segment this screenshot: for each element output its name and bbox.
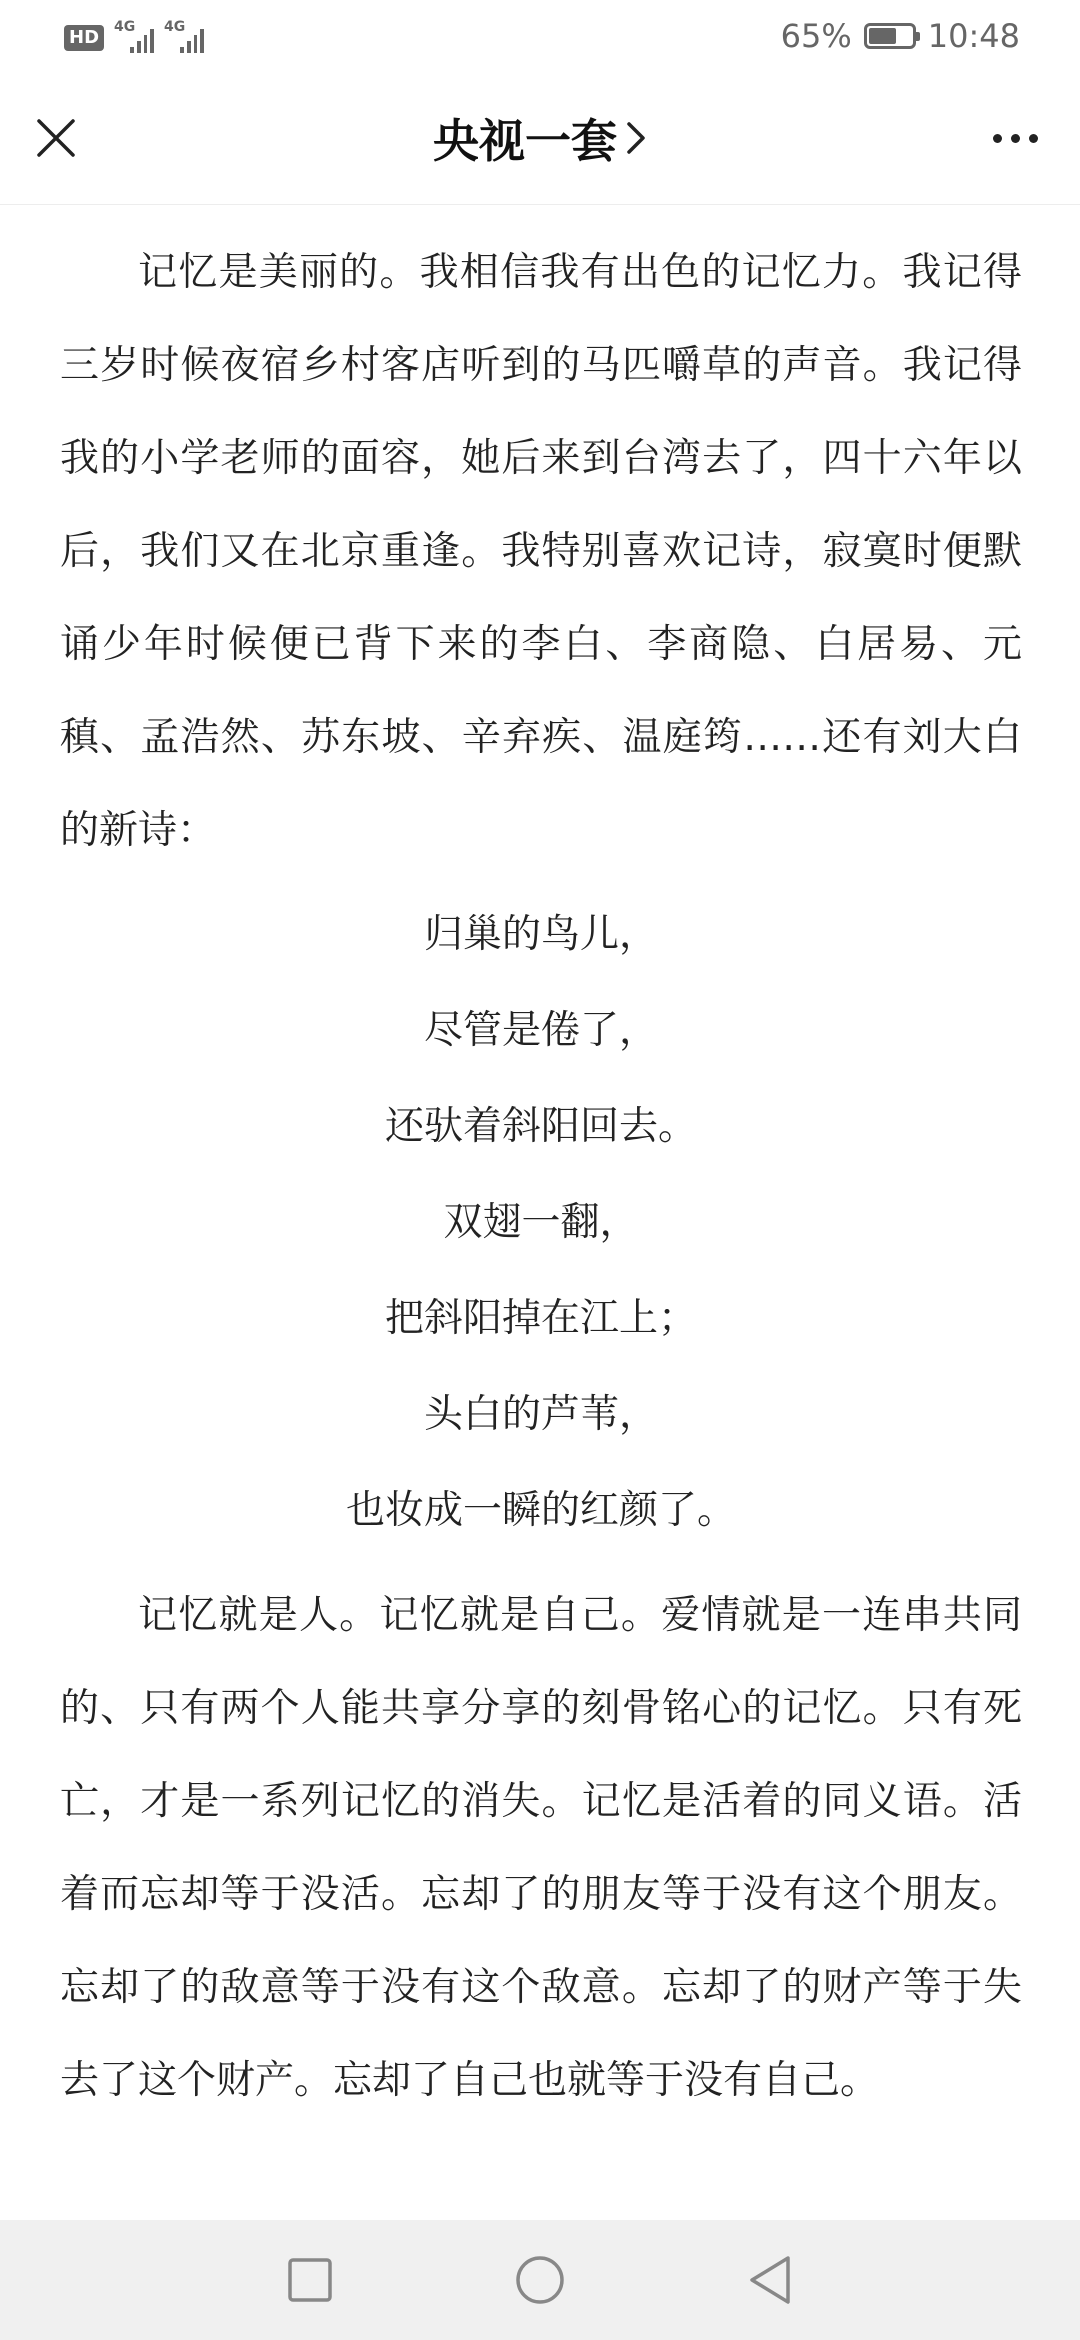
poem-line: 把斜阳掉在江上； <box>384 1296 697 1341</box>
circle-icon <box>514 2254 566 2306</box>
status-left <box>64 20 204 56</box>
battery-percent: 65% <box>780 17 852 55</box>
more-button[interactable] <box>970 102 1060 174</box>
poem-line: 尽管是倦了， <box>423 1008 658 1053</box>
battery-icon <box>864 23 916 49</box>
back-triangle-icon <box>746 2254 794 2306</box>
hd-badge: HD <box>64 25 104 51</box>
poem-line: 归巢的鸟儿， <box>423 912 658 957</box>
signal-icon <box>164 19 204 53</box>
back-button[interactable] <box>740 2250 800 2310</box>
status-right <box>781 16 1020 56</box>
signal-icon <box>114 19 154 53</box>
network-type-label: 4G <box>114 19 136 35</box>
paragraph: 记忆是美丽的。我相信我有出色的记忆力。我记得三岁时候夜宿乡村客店听到的马匹嚼草的声音。我记得我的小学老师的面容，她后来到台湾去了，四十六年以后，我们又在北京重逢。我特别喜欢记诗，寂寞时便默诵少年时候便已背下来的李白、李商隐、白居易、元稹、孟浩然、苏东坡、辛弃疾、温庭筠……还有刘大白的新诗： <box>60 250 1022 853</box>
more-icon <box>993 134 1002 143</box>
recent-apps-button[interactable] <box>280 2250 340 2310</box>
poem-line: 还驮着斜阳回去。 <box>384 1104 697 1149</box>
chevron-right-icon <box>625 120 647 156</box>
clock: 10:48 <box>927 17 1020 55</box>
navigation-bar <box>0 2220 1080 2340</box>
status-bar <box>0 0 1080 72</box>
paragraph: 记忆就是人。记忆就是自己。爱情就是一连串共同的、只有两个人能共享分享的刻骨铭心的记忆。只有死亡，才是一系列记忆的消失。记忆是活着的同义语。活着而忘却等于没活。忘却了的朋友等于没有这个朋友。忘却了的敌意等于没有这个敌意。忘却了的财产等于失去了这个财产。忘却了自己也就等于没有自己。 <box>60 1593 1022 2103</box>
home-button[interactable] <box>510 2250 570 2310</box>
network-type-label: 4G <box>164 19 186 35</box>
page-title: 央视一套 <box>433 114 617 168</box>
poem-line: 头白的芦苇， <box>423 1392 658 1437</box>
poem <box>60 887 1022 1559</box>
account-title-link[interactable] <box>0 102 1080 174</box>
poem-line: 双翅一翻， <box>443 1200 639 1245</box>
square-icon <box>286 2256 334 2304</box>
article-body <box>60 206 1022 2216</box>
poem-line: 也妆成一瞬的红颜了。 <box>345 1488 736 1533</box>
header <box>0 72 1080 205</box>
